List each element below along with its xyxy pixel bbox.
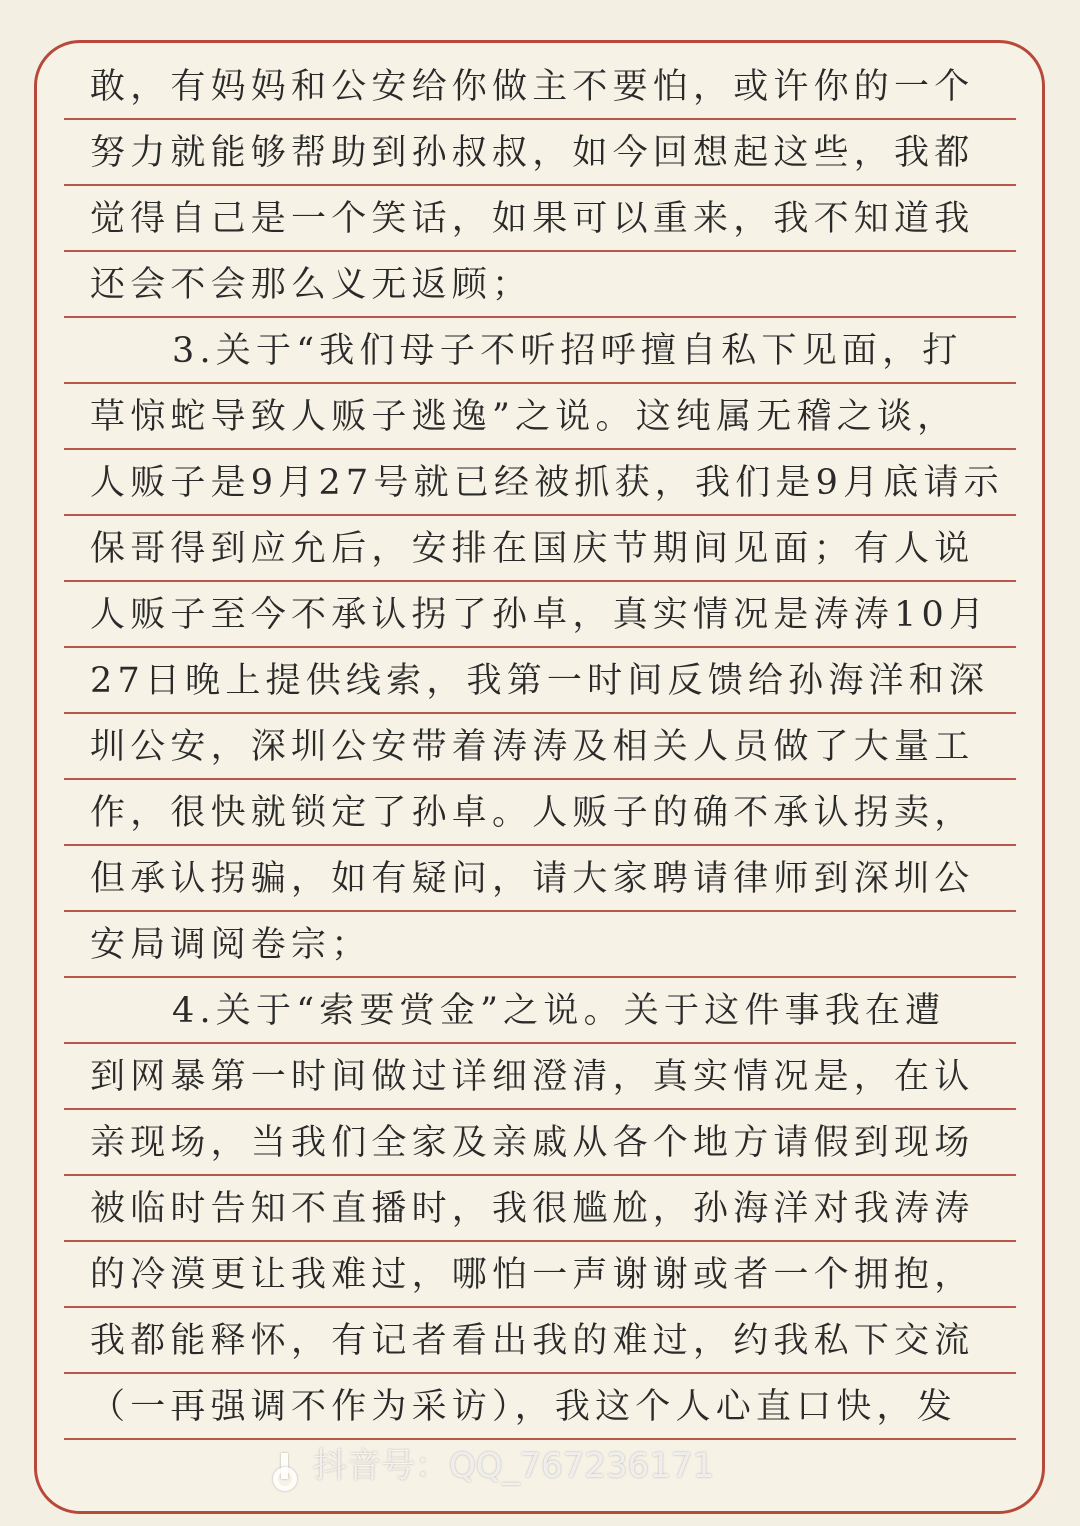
text-line: 到网暴第一时间做过详细澄清，真实情况是，在认 <box>64 1044 1016 1110</box>
text-line: 敢，有妈妈和公安给你做主不要怕，或许你的一个 <box>64 54 1016 120</box>
watermark <box>275 1438 714 1487</box>
text-line: 努力就能够帮助到孙叔叔，如今回想起这些，我都 <box>64 120 1016 186</box>
watermark-text: 抖音号：QQ_767236171 <box>313 1446 715 1486</box>
text-line: 27日晚上提供线索，我第一时间反馈给孙海洋和深 <box>64 648 1016 714</box>
text-line: 安局调阅卷宗； <box>64 912 1016 978</box>
text-line: 还会不会那么义无返顾； <box>64 252 1016 318</box>
text-line: 人贩子是9月27号就已经被抓获，我们是9月底请示 <box>64 450 1016 516</box>
text-line: 的冷漠更让我难过，哪怕一声谢谢或者一个拥抱， <box>64 1242 1016 1308</box>
text-line: 但承认拐骗，如有疑问，请大家聘请律师到深圳公 <box>64 846 1016 912</box>
text-line: 被临时告知不直播时，我很尴尬，孙海洋对我涛涛 <box>64 1176 1016 1242</box>
text-line: （一再强调不作为采访），我这个人心直口快，发 <box>64 1374 1016 1440</box>
text-line: 草惊蛇导致人贩子逃逸”之说。这纯属无稽之谈， <box>64 384 1016 450</box>
text-line: 亲现场，当我们全家及亲戚从各个地方请假到现场 <box>64 1110 1016 1176</box>
text-line: 人贩子至今不承认拐了孙卓，真实情况是涛涛10月 <box>64 582 1016 648</box>
text-line: 4.关于“索要赏金”之说。关于这件事我在遭 <box>64 978 1016 1044</box>
text-line: 圳公安，深圳公安带着涛涛及相关人员做了大量工 <box>64 714 1016 780</box>
text-line: 作，很快就锁定了孙卓。人贩子的确不承认拐卖， <box>64 780 1016 846</box>
tiktok-logo-icon <box>275 1451 305 1485</box>
text-line: 我都能释怀，有记者看出我的难过，约我私下交流 <box>64 1308 1016 1374</box>
text-line: 保哥得到应允后，安排在国庆节期间见面；有人说 <box>64 516 1016 582</box>
text-line: 觉得自己是一个笑话，如果可以重来，我不知道我 <box>64 186 1016 252</box>
letter-body <box>64 54 1016 1440</box>
text-line: 3.关于“我们母子不听招呼擅自私下见面，打 <box>64 318 1016 384</box>
